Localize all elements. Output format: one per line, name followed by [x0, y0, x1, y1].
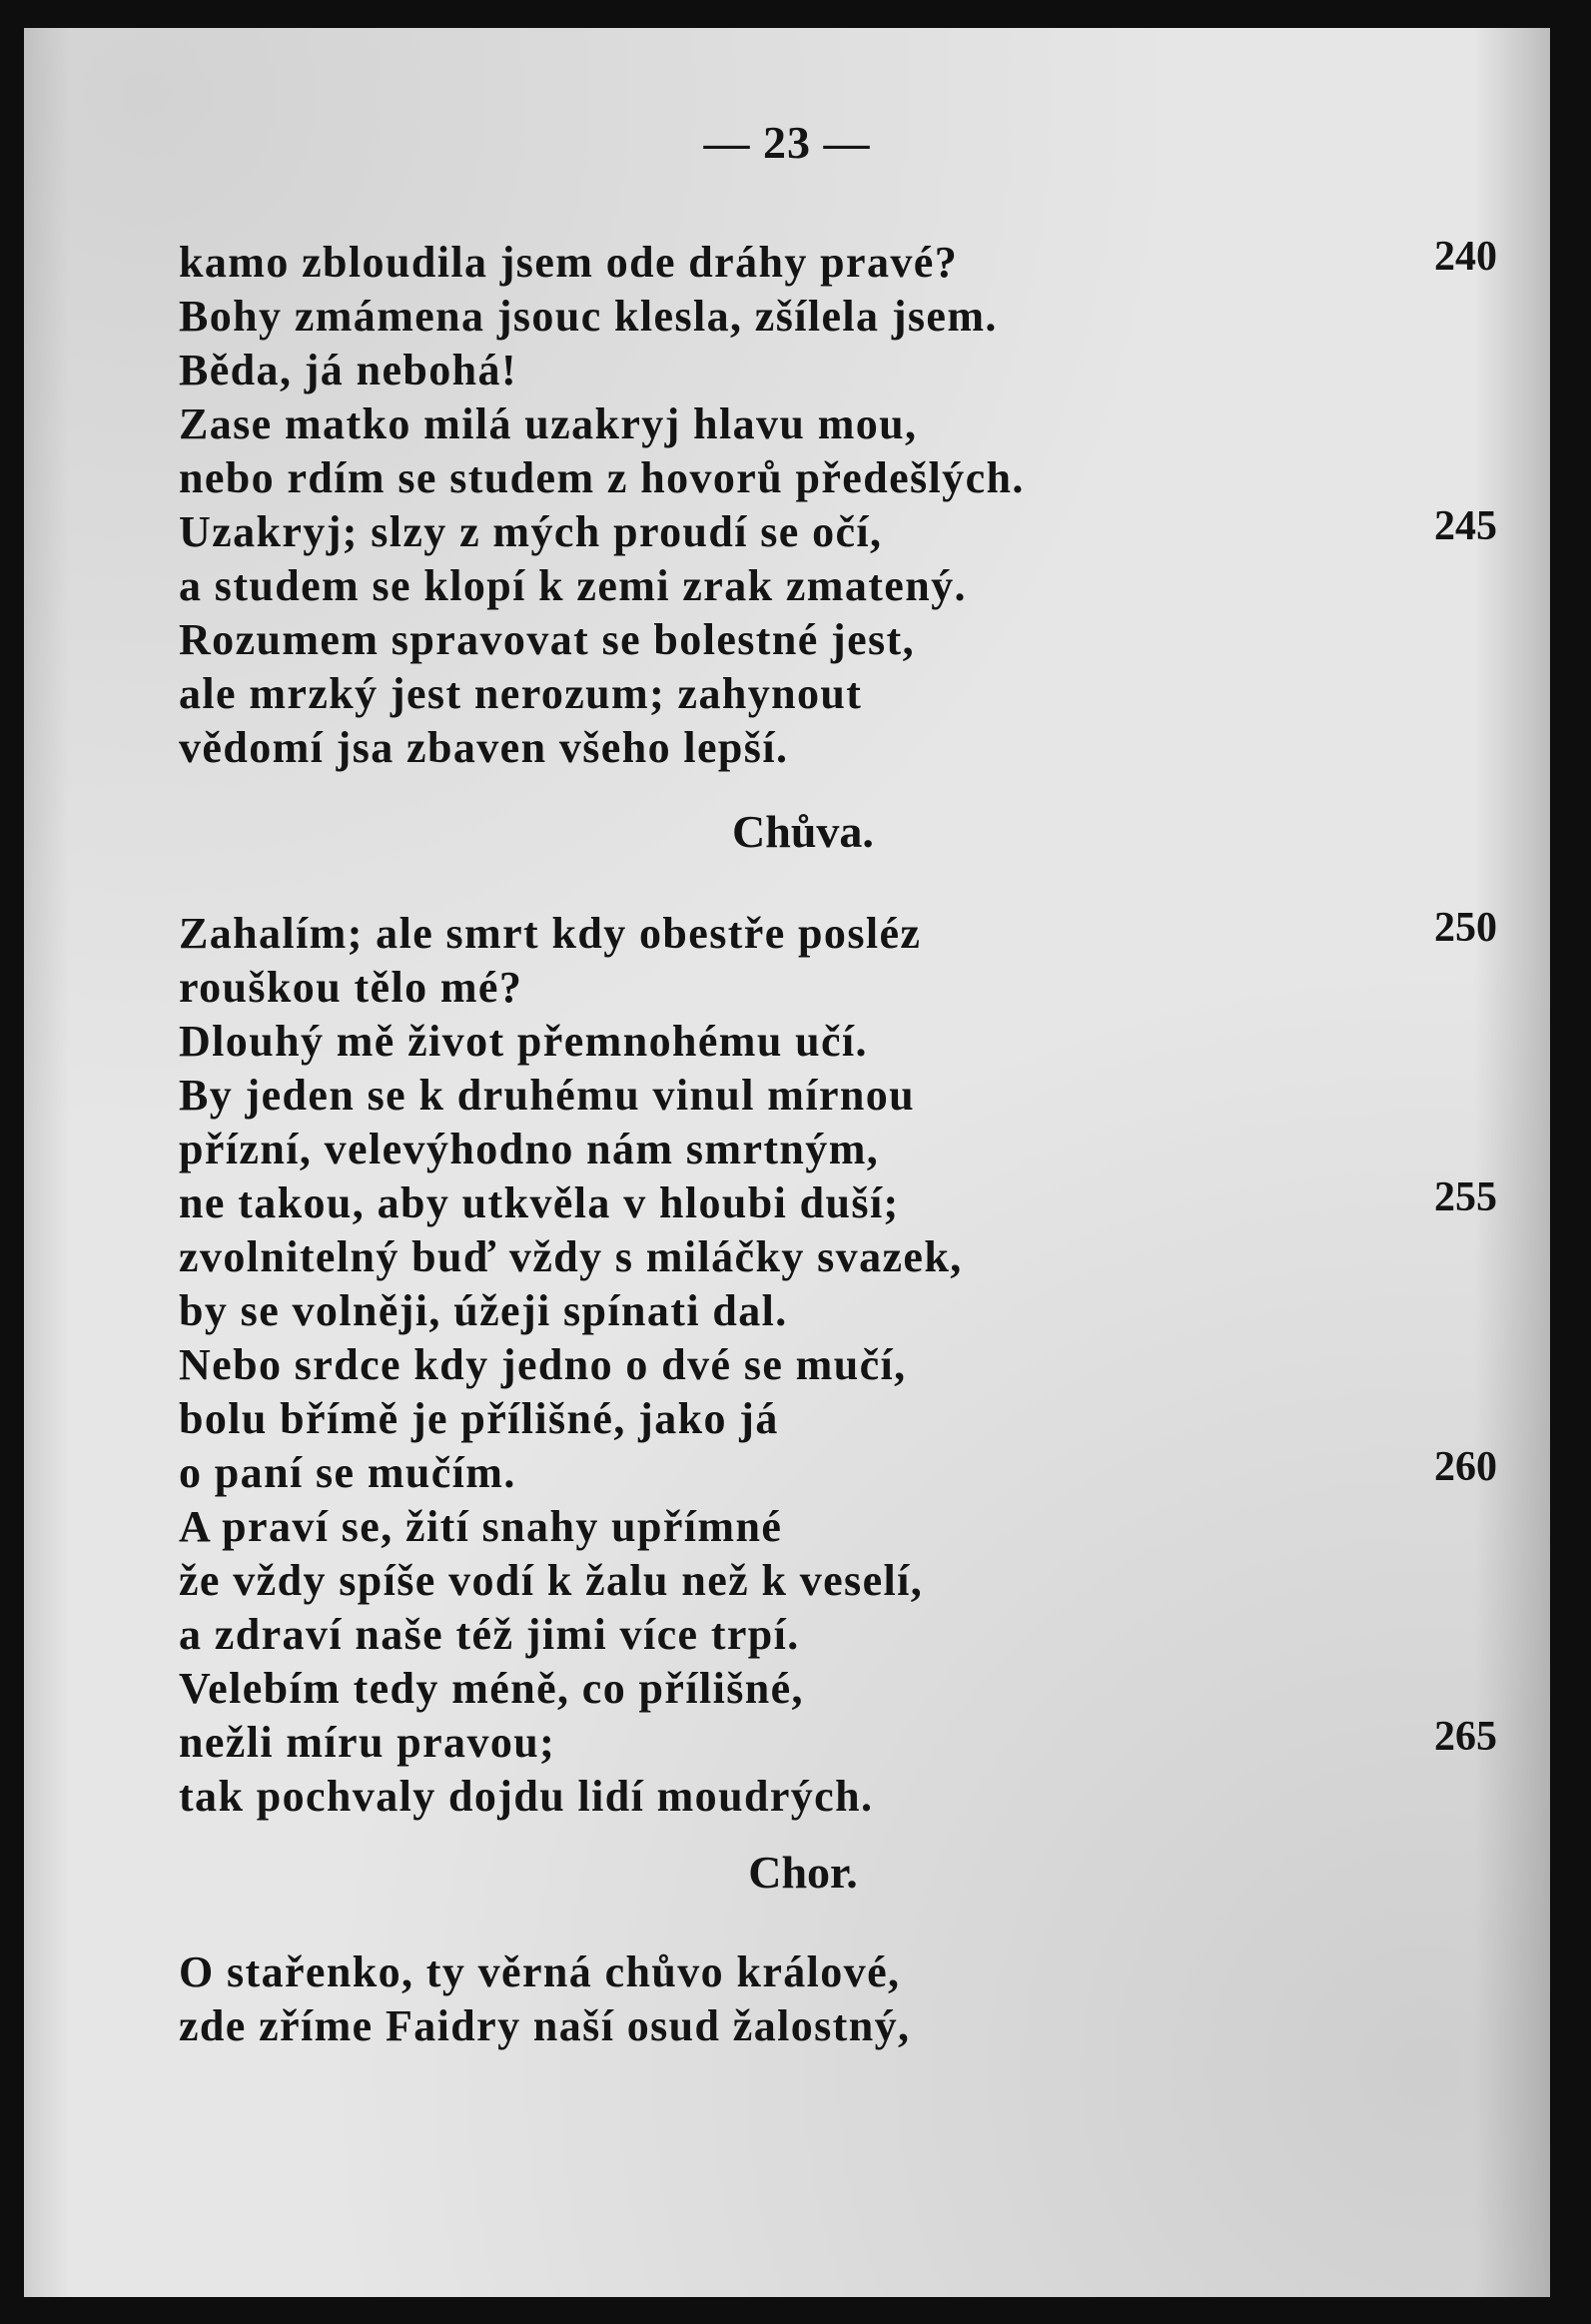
verse-text: Bohy zmámena jsouc klesla, zšílela jsem.	[179, 292, 998, 341]
line-number: 260	[1434, 1444, 1497, 1490]
verse-line	[179, 961, 1497, 1015]
verse-text: bolu břímě je přílišné, jako já	[179, 1394, 779, 1443]
verse-text: o paní se mučím.	[179, 1448, 516, 1497]
verse-text: O stařenko, ty věrná chůvo králové,	[179, 1947, 901, 1996]
page-number: — 23 —	[703, 117, 871, 168]
speaker-name: Chůva.	[732, 806, 874, 857]
verse-text: že vždy spíše vodí k žalu než k veselí,	[179, 1556, 924, 1605]
verse-line	[179, 397, 1497, 451]
verse-text: vědomí jsa zbaven všeho lepší.	[179, 723, 789, 772]
verse-text: nežli míru pravou;	[179, 1718, 556, 1767]
verse-line	[179, 1999, 1497, 2053]
verse-line	[179, 1608, 1497, 1662]
verse-line	[179, 721, 1497, 775]
verse-text: Rozumem spravovat se bolestné jest,	[179, 615, 915, 664]
verse-text: A praví se, žití snahy upřímné	[179, 1502, 783, 1551]
verse-text: rouškou tělo mé?	[179, 963, 523, 1012]
verse-text: by se volněji, úžeji spínati dal.	[179, 1286, 788, 1335]
verse-line	[179, 1770, 1497, 1824]
verse-line	[179, 1945, 1497, 1999]
verse-text: Zase matko milá uzakryj hlavu mou,	[179, 399, 918, 448]
verse-text: zde zříme Faidry naší osud žalostný,	[179, 2001, 911, 2050]
verse-text: zvolnitelný buď vždy s miláčky svazek,	[179, 1232, 963, 1281]
verse-line	[179, 667, 1497, 721]
line-number: 240	[1434, 234, 1497, 280]
verse-text: přízní, velevýhodno nám smrtným,	[179, 1125, 880, 1173]
verse-line	[179, 1176, 1497, 1230]
speaker-name: Chor.	[748, 1847, 858, 1898]
verse-line	[179, 1662, 1497, 1716]
verse-line	[179, 1123, 1497, 1176]
book-page	[24, 28, 1550, 2297]
verse-text: Uzakryj; slzy z mých proudí se očí,	[179, 507, 883, 556]
verse-line	[179, 1716, 1497, 1770]
verse-text: Nebo srdce kdy jedno o dvé se mučí,	[179, 1340, 907, 1389]
verse-text: Dlouhý mě život přemnohému učí.	[179, 1017, 868, 1066]
line-number: 250	[1434, 905, 1497, 951]
verse-line	[179, 1069, 1497, 1123]
line-number: 265	[1434, 1714, 1497, 1760]
verse-line	[179, 1284, 1497, 1338]
verse-block	[179, 236, 1497, 775]
verse-line	[179, 236, 1497, 290]
verse-text: ne takou, aby utkvěla v hloubi duší;	[179, 1178, 900, 1227]
verse-line	[179, 1554, 1497, 1608]
verse-text: a studem se klopí k zemi zrak zmatený.	[179, 561, 967, 610]
verse-line	[179, 1500, 1497, 1554]
verse-text: Běda, já nebohá!	[179, 346, 517, 394]
verse-line	[179, 1230, 1497, 1284]
verse-text: tak pochvaly dojdu lidí moudrých.	[179, 1772, 874, 1821]
verse-text: nebo rdím se studem z hovorů předešlých.	[179, 453, 1025, 502]
verse-line	[179, 1015, 1497, 1069]
verse-line	[179, 907, 1497, 961]
verse-line	[179, 505, 1497, 559]
verse-line	[179, 1392, 1497, 1446]
verse-text: Velebím tedy méně, co přílišné,	[179, 1664, 804, 1713]
verse-line	[179, 1338, 1497, 1392]
verse-line	[179, 344, 1497, 397]
line-number: 245	[1434, 503, 1497, 549]
verse-block	[179, 907, 1497, 1824]
verse-line	[179, 559, 1497, 613]
line-number: 255	[1434, 1174, 1497, 1220]
verse-line	[179, 290, 1497, 344]
verse-text: Zahalím; ale smrt kdy obestře posléz	[179, 909, 922, 958]
verse-text: a zdraví naše též jimi více trpí.	[179, 1610, 800, 1659]
verse-text: kamo zbloudila jsem ode dráhy pravé?	[179, 238, 959, 287]
verse-text: By jeden se k druhému vinul mírnou	[179, 1071, 916, 1120]
verse-line	[179, 613, 1497, 667]
verse-text: ale mrzký jest nerozum; zahynout	[179, 669, 863, 718]
verse-line	[179, 451, 1497, 505]
verse-block	[179, 1945, 1497, 2053]
verse-line	[179, 1446, 1497, 1500]
